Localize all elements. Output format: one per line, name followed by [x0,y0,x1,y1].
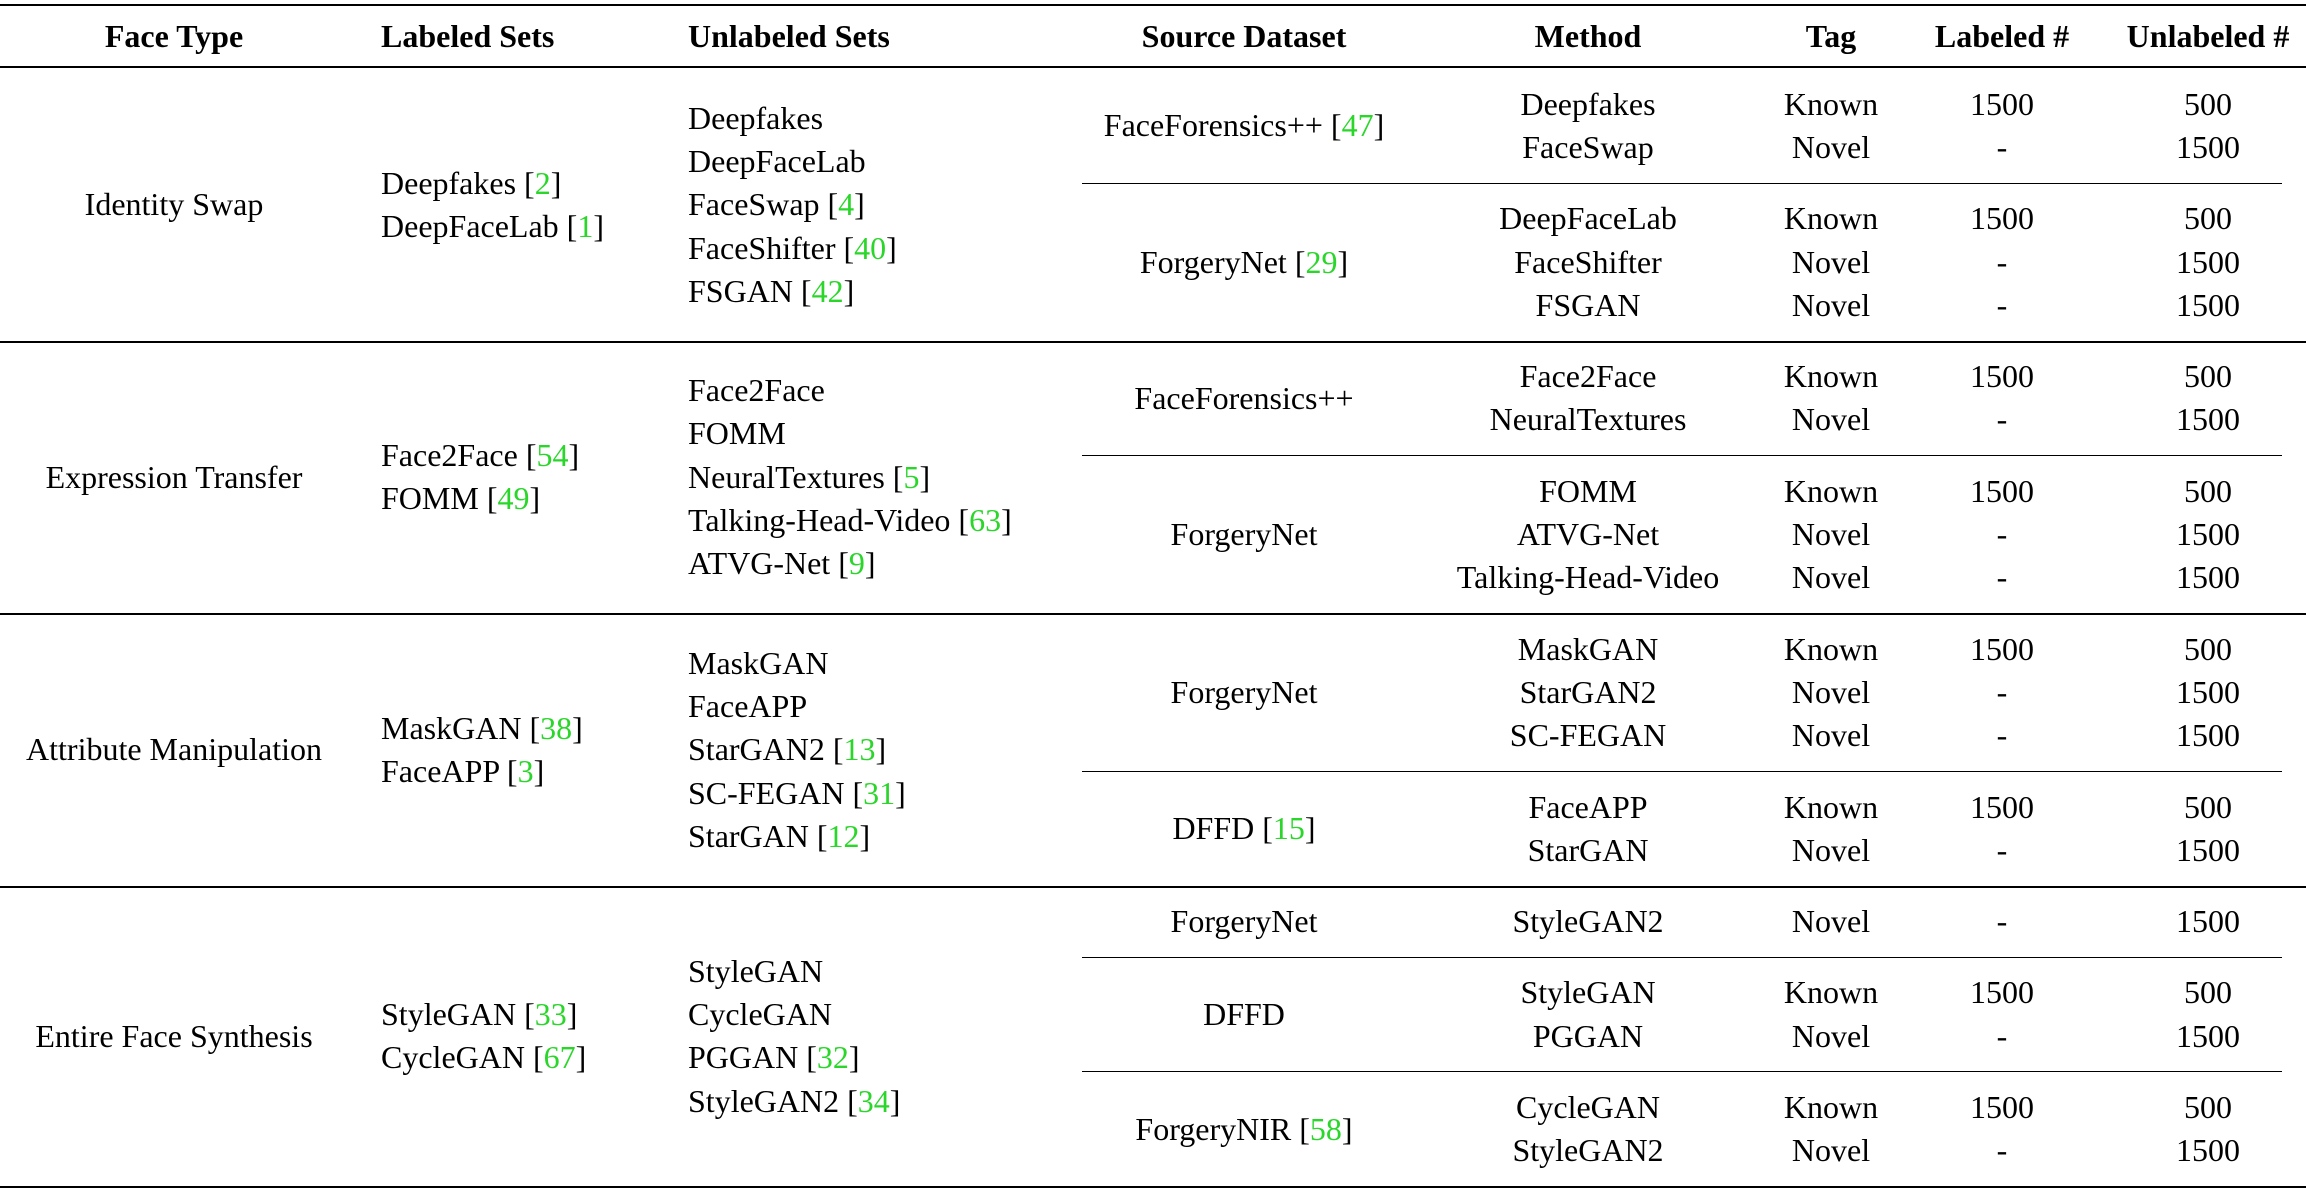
method-cell: NeuralTextures [1489,401,1687,437]
entry-name: ForgeryNet [1170,516,1318,552]
labeled-count-cell: - [1996,287,2008,323]
unlabeled-set-item: Talking-Head-Video [63] [688,502,1012,538]
citation-link[interactable]: 31 [863,775,896,811]
header-face-type: Face Type [104,18,244,54]
unlabeled-set-item: FSGAN [42] [688,273,855,309]
entry-name: ForgeryNet [1139,244,1287,280]
unlabeled-count-cell: 1500 [2176,401,2240,437]
labeled-count-cell: - [1996,674,2008,710]
entry-name: ForgeryNet [1170,903,1318,939]
entry-name: StyleGAN2 [688,1083,840,1119]
tag-cell: Novel [1791,832,1871,868]
entry-name: FaceAPP [381,753,499,789]
entry-name: ForgeryNIR [1135,1111,1292,1147]
source-dataset-label: ForgeryNIR [58] [1135,1111,1353,1147]
method-cell: FaceAPP [1528,789,1648,825]
citation-link[interactable]: 13 [843,731,876,767]
entry-name: FOMM [381,480,479,516]
entry-name: FaceForensics++ [1134,380,1354,416]
labeled-count-cell: - [1996,129,2008,165]
table-rule [0,886,2306,888]
citation-link[interactable]: 38 [540,710,573,746]
labeled-count-cell: - [1996,903,2008,939]
labeled-count-cell: - [1996,1132,2008,1168]
tag-cell: Known [1783,358,1879,394]
entry-name: DFFD [1203,996,1285,1032]
unlabeled-set-item: FaceShifter [40] [688,230,897,266]
header-labeled-count: Labeled # [1934,18,2070,54]
unlabeled-count-cell: 1500 [2176,903,2240,939]
labeled-set-item: Face2Face [54] [381,437,580,473]
entry-name: DFFD [1172,810,1255,846]
unlabeled-set-item [688,417,786,449]
header-tag: Tag [1805,18,1857,54]
entry-name: MaskGAN [688,645,829,681]
unlabeled-set-item [688,374,825,406]
tag-cell: Known [1783,1089,1879,1125]
labeled-count-cell: 1500 [1970,358,2034,394]
entry-name: CycleGAN [381,1039,525,1075]
unlabeled-count-cell: 500 [2184,358,2232,394]
entry-name: PGGAN [688,1039,799,1075]
citation-link[interactable]: 33 [534,996,567,1032]
labeled-set-item: CycleGAN [67] [381,1039,587,1075]
source-dataset-label [1171,905,1318,937]
citation-link[interactable]: 63 [969,502,1002,538]
labeled-set-item: StyleGAN [33] [381,996,578,1032]
table-rule [1082,771,2282,772]
entry-name: FaceSwap [688,186,820,222]
unlabeled-count-cell: 500 [2184,631,2232,667]
unlabeled-count-cell: 1500 [2176,287,2240,323]
unlabeled-count-cell: 500 [2184,1089,2232,1125]
tag-cell: Novel [1791,401,1871,437]
tag-cell: Novel [1791,1018,1871,1054]
labeled-count-cell: 1500 [1970,473,2034,509]
labeled-count-cell: 1500 [1970,1089,2034,1125]
citation-link[interactable]: 49 [497,480,530,516]
labeled-set-item: FaceAPP [3] [381,753,545,789]
tag-cell: Novel [1791,287,1871,323]
source-dataset-label [1134,382,1353,414]
unlabeled-count-cell: 500 [2184,86,2232,122]
entry-name: Deepfakes [381,165,517,201]
method-cell: FSGAN [1535,287,1641,323]
entry-name: FSGAN [688,273,793,309]
unlabeled-set-item [688,690,807,722]
entry-name: StyleGAN [381,996,517,1032]
unlabeled-count-cell: 500 [2184,473,2232,509]
tag-cell: Novel [1791,559,1871,595]
labeled-set-item: FOMM [49] [381,480,541,516]
citation-link[interactable]: 9 [848,545,865,581]
labeled-count-cell: 1500 [1970,200,2034,236]
face-type-label: Identity Swap [84,186,264,222]
citation-link[interactable]: 54 [536,437,569,473]
tag-cell: Known [1783,200,1879,236]
labeled-count-cell: - [1996,717,2008,753]
source-dataset-label: DFFD [15] [1172,810,1316,846]
method-cell: StarGAN [1527,832,1649,868]
citation-link[interactable]: 2 [534,165,551,201]
citation-link[interactable]: 42 [811,273,844,309]
unlabeled-set-item [688,998,832,1030]
labeled-count-cell: - [1996,559,2008,595]
citation-link[interactable]: 40 [854,230,887,266]
unlabeled-set-item: StarGAN [12] [688,818,871,854]
labeled-set-item: MaskGAN [38] [381,710,583,746]
labeled-count-cell: - [1996,401,2008,437]
source-dataset-label [1171,676,1318,708]
table-top-rule [0,4,2306,6]
entry-name: DeepFaceLab [688,143,866,179]
method-cell: SC-FEGAN [1509,717,1667,753]
unlabeled-set-item [688,102,823,134]
labeled-count-cell: 1500 [1970,974,2034,1010]
citation-link[interactable]: 47 [1341,107,1374,143]
unlabeled-count-cell: 1500 [2176,1018,2240,1054]
header-unlabeled-sets: Unlabeled Sets [688,18,890,54]
source-dataset-label: FaceForensics++ [47] [1103,107,1385,143]
unlabeled-set-item [688,955,823,987]
tag-cell: Novel [1791,717,1871,753]
unlabeled-set-item: StyleGAN2 [34] [688,1083,901,1119]
source-dataset-label [1171,518,1318,550]
unlabeled-set-item: ATVG-Net [9] [688,545,876,581]
unlabeled-set-item [688,145,866,177]
labeled-count-cell: 1500 [1970,631,2034,667]
table-rule [1082,455,2282,456]
method-cell: CycleGAN [1516,1089,1660,1125]
header-source-dataset: Source Dataset [1141,18,1347,54]
citation-link[interactable]: 29 [1305,244,1338,280]
method-cell: StyleGAN2 [1512,1132,1664,1168]
entry-name: StarGAN2 [688,731,825,767]
method-cell: MaskGAN [1517,631,1659,667]
tag-cell: Novel [1791,129,1871,165]
tag-cell: Known [1783,789,1879,825]
method-cell: FaceSwap [1522,129,1654,165]
header-labeled-sets: Labeled Sets [381,18,555,54]
face-type-label: Entire Face Synthesis [35,1018,313,1054]
labeled-set-item: Deepfakes [2] [381,165,562,201]
method-cell: ATVG-Net [1516,516,1660,552]
citation-link[interactable]: 15 [1272,810,1305,846]
method-cell: StyleGAN2 [1512,903,1664,939]
header-method: Method [1534,18,1642,54]
method-cell: DeepFaceLab [1499,200,1677,236]
labeled-set-item: DeepFaceLab [1] [381,208,604,244]
tag-cell: Known [1783,86,1879,122]
citation-link[interactable]: 4 [838,186,855,222]
table-rule [1082,183,2282,184]
face-type-label: Expression Transfer [45,459,303,495]
entry-name: ForgeryNet [1170,674,1318,710]
tag-cell: Known [1783,473,1879,509]
entry-name: FaceShifter [688,230,836,266]
unlabeled-count-cell: 1500 [2176,244,2240,280]
header-rule [0,66,2306,68]
unlabeled-set-item: StarGAN2 [13] [688,731,887,767]
unlabeled-set-item [688,647,828,679]
entry-name: Talking-Head-Video [688,502,951,538]
entry-name: Face2Face [688,372,825,408]
header-unlabeled-count: Unlabeled # [2126,18,2290,54]
entry-name: StarGAN [688,818,809,854]
method-cell: StarGAN2 [1519,674,1657,710]
method-cell: Deepfakes [1520,86,1656,122]
face-type-label: Attribute Manipulation [26,731,322,767]
unlabeled-count-cell: 500 [2184,200,2232,236]
entry-name: StyleGAN [688,953,824,989]
tag-cell: Novel [1791,1132,1871,1168]
unlabeled-count-cell: 1500 [2176,832,2240,868]
unlabeled-set-item: FaceSwap [4] [688,186,865,222]
unlabeled-count-cell: 1500 [2176,674,2240,710]
unlabeled-count-cell: 1500 [2176,559,2240,595]
entry-name: DeepFaceLab [381,208,559,244]
method-cell: PGGAN [1532,1018,1644,1054]
unlabeled-count-cell: 1500 [2176,717,2240,753]
tag-cell: Novel [1791,903,1871,939]
method-cell: Talking-Head-Video [1456,559,1720,595]
entry-name: Face2Face [381,437,518,473]
entry-name: SC-FEGAN [688,775,845,811]
unlabeled-count-cell: 500 [2184,974,2232,1010]
unlabeled-count-cell: 1500 [2176,516,2240,552]
tag-cell: Novel [1791,244,1871,280]
citation-link[interactable]: 32 [816,1039,849,1075]
tag-cell: Known [1783,974,1879,1010]
unlabeled-set-item: SC-FEGAN [31] [688,775,906,811]
labeled-count-cell: - [1996,1018,2008,1054]
citation-link[interactable]: 67 [543,1039,576,1075]
unlabeled-count-cell: 500 [2184,789,2232,825]
method-cell: Face2Face [1519,358,1657,394]
source-dataset-label [1203,998,1285,1030]
citation-link[interactable]: 12 [827,818,860,854]
citation-link[interactable]: 34 [857,1083,890,1119]
unlabeled-set-item: NeuralTextures [5] [688,459,931,495]
citation-link[interactable]: 5 [903,459,920,495]
labeled-count-cell: - [1996,516,2008,552]
entry-name: Deepfakes [688,100,824,136]
unlabeled-set-item: PGGAN [32] [688,1039,860,1075]
tag-cell: Novel [1791,516,1871,552]
method-cell: FaceShifter [1514,244,1662,280]
table-rule [0,341,2306,343]
table-rule [1082,957,2282,958]
entry-name: CycleGAN [688,996,832,1032]
entry-name: NeuralTextures [688,459,885,495]
entry-name: FaceAPP [688,688,808,724]
labeled-count-cell: - [1996,244,2008,280]
unlabeled-count-cell: 1500 [2176,129,2240,165]
citation-link[interactable]: 1 [577,208,594,244]
source-dataset-label: ForgeryNet [29] [1139,244,1349,280]
citation-link[interactable]: 3 [517,753,534,789]
citation-link[interactable]: 58 [1309,1111,1342,1147]
tag-cell: Known [1783,631,1879,667]
entry-name: ATVG-Net [688,545,831,581]
table-rule [1082,1071,2282,1072]
labeled-count-cell: - [1996,832,2008,868]
labeled-count-cell: 1500 [1970,789,2034,825]
entry-name: FOMM [688,415,786,451]
tag-cell: Novel [1791,674,1871,710]
method-cell: StyleGAN [1520,974,1656,1010]
method-cell: FOMM [1539,473,1637,509]
table-rule [0,613,2306,615]
entry-name: FaceForensics++ [1103,107,1323,143]
entry-name: MaskGAN [381,710,522,746]
unlabeled-count-cell: 1500 [2176,1132,2240,1168]
labeled-count-cell: 1500 [1970,86,2034,122]
